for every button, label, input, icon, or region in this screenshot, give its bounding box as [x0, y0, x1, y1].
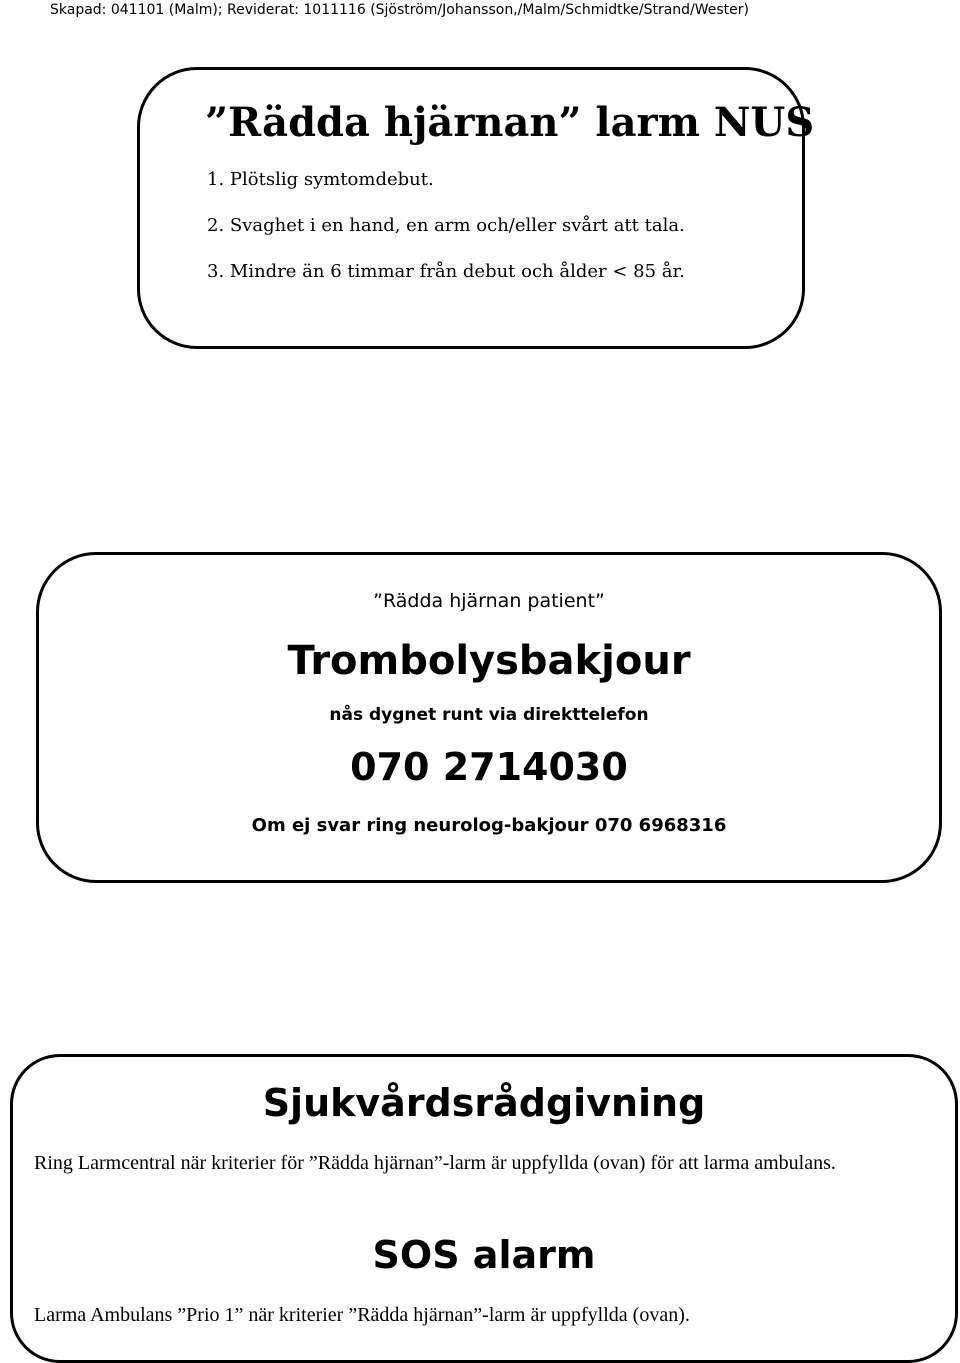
trombolys-phone-number: 070 2714030 — [350, 745, 628, 789]
criterion-item: 1. Plötslig symtomdebut. — [207, 169, 434, 190]
document-revision-note: Skapad: 041101 (Malm); Reviderat: 1011116 (Sjöström/Johansson,/Malm/Schmidtke/Strand/Wester) — [50, 2, 750, 18]
alarm-criteria-list — [207, 168, 685, 306]
sos-alarm-text: Larma Ambulans ”Prio 1” när kriterier ”Rädda hjärnan”-larm är uppfyllda (ovan). — [34, 1304, 690, 1326]
advice-text: Ring Larmcentral när kriterier för ”Rädda hjärnan”-larm är uppfyllda (ovan) för att larma ambulans. — [34, 1152, 836, 1174]
sos-alarm-title: SOS alarm — [372, 1233, 596, 1277]
trombolys-contact-box — [36, 552, 942, 883]
fallback-contact-text: Om ej svar ring neurolog-bakjour 070 6968316 — [251, 815, 727, 836]
rädda-hjärnan-alarm-box — [137, 67, 815, 349]
trombolys-title: Trombolysbakjour — [287, 638, 691, 684]
sjukvardsradgivning-box — [10, 1054, 958, 1363]
reach-text: nås dygnet runt via direkttelefon — [329, 705, 649, 725]
criterion-item: 2. Svaghet i en hand, en arm och/eller svårt att tala. — [207, 215, 685, 236]
advice-title: Sjukvårdsrådgivning — [262, 1081, 706, 1125]
patient-subtitle: ”Rädda hjärnan patient” — [373, 590, 605, 612]
criterion-item: 3. Mindre än 6 timmar från debut och ålder < 85 år. — [207, 261, 685, 282]
alarm-title: ”Rädda hjärnan” larm NUS — [205, 99, 815, 146]
